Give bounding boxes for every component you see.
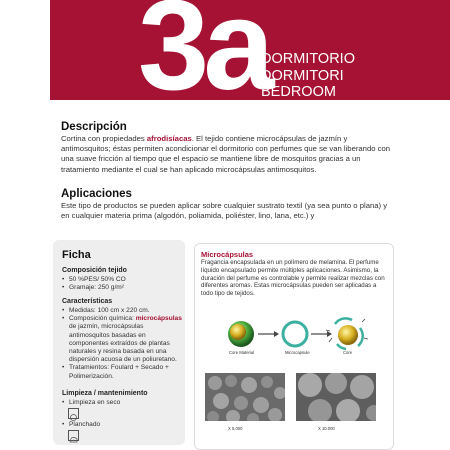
microcapsule-label: Microcapsule: [285, 350, 310, 355]
core-material-label: Core Material: [229, 350, 255, 355]
ficha-title: Ficha: [62, 249, 91, 261]
microcapsulas-text: Fragancia encapsulada en un polímero de melamina. El perfume líquido encapsulado permite múltiples aplicaciones. Asimismo, la duración del perfume es controlable y permite realizar mezclas con diferentes aromas. Estas microcápsulas pueden ser aplicadas a todo tipo de tejidos.: [201, 259, 385, 298]
list-item: • Composición química: microcápsulas de jazmín, microcápsulas antimosquitos basadas en componentes extraídos de plantas naturales y resina basada en una dispersión acuosa de un poliuretano.: [62, 315, 182, 364]
limpieza-heading: Limpieza / mantenimiento: [62, 390, 148, 397]
header-banner: [50, 0, 450, 100]
limpieza-item-planchado: [62, 421, 182, 429]
arrow-icon: [258, 331, 279, 337]
released-core-sphere: [326, 318, 368, 349]
caracteristicas-list: [62, 307, 182, 381]
list-item: • Limpieza en seco: [62, 399, 182, 407]
room-title-en: BEDROOM: [261, 84, 336, 100]
magnification-5000-label: X 5.000: [228, 426, 243, 431]
micrograph-5000: [205, 373, 285, 421]
descripcion-text: Cortina con propiedades afrodisíacas. El tejido contiene microcápsulas de jazmín y antimosquitos; éstas permiten acondicionar el dormitorio con perfumes que se van liberando con una suave fricción al tiempo que el espacio se mantiene libre de mosquitos gracias a un tratamiento mediante el cual se han aplicado microcápsulas antimosquitos.: [61, 134, 391, 174]
list-item: • 50 %PES/ 50% CO: [62, 276, 182, 284]
microcapsulas-highlight: microcápsulas: [135, 315, 182, 323]
room-title-es: DORMITORIO: [261, 51, 355, 67]
iron-icon: [68, 430, 79, 441]
limpieza-item-seco: [62, 399, 182, 407]
room-title-ca: DORMITORI: [261, 67, 344, 84]
dry-clean-icon: [68, 408, 79, 419]
microcapsule-ring: [283, 322, 307, 346]
list-item: • Planchado: [62, 421, 182, 429]
descripcion-heading: Descripción: [61, 121, 127, 133]
magnification-10000-label: X 10.000: [318, 426, 335, 431]
afrodisiacas-highlight: afrodisíacas: [146, 134, 192, 143]
aplicaciones-text: Este tipo de productos se pueden aplicar sobre cualquier sustrato textil (ya sea punto o plana) y en cualquier materia prima (algodón, poliamida, poliéster, lino, lana, etc.) y: [61, 201, 388, 221]
list-item: • Gramaje: 250 g/m²: [62, 284, 182, 292]
caracteristicas-heading: Características: [62, 298, 113, 305]
aplicaciones-heading: Aplicaciones: [61, 188, 132, 200]
core-label: Core: [343, 350, 353, 355]
list-item: • Medidas: 100 cm x 220 cm.: [62, 307, 182, 315]
microcapsulas-heading: Microcápsulas: [201, 250, 254, 259]
composicion-list: [62, 276, 182, 292]
arrow-icon: [311, 331, 332, 337]
list-item: • Tratamientos: Foulard + Secado + Polimerización.: [62, 364, 182, 380]
section-number: 3a: [138, 0, 269, 100]
core-material-sphere: [228, 321, 254, 347]
composicion-heading: Composición tejido: [62, 267, 127, 274]
micrograph-10000: [296, 373, 376, 421]
room-titles: [261, 51, 355, 100]
